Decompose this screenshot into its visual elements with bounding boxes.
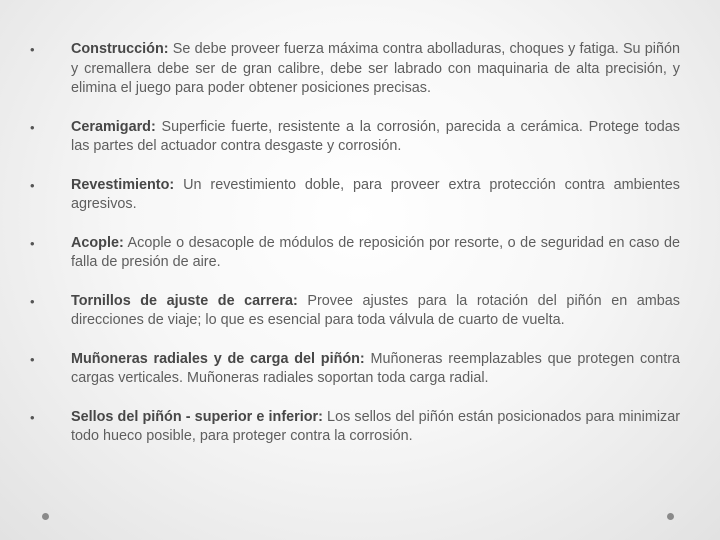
bullet-icon: • <box>30 42 35 57</box>
bullet-icon: • <box>30 235 35 251</box>
item-description: Los sellos del piñón están posicionados para minimizar todo hueco posible, para proteger contra la corrosión. <box>71 408 681 444</box>
item-term: Sellos del piñón - superior e inferior: <box>71 408 323 425</box>
bullet-icon: • <box>30 293 35 309</box>
item-term: Ceramigard: <box>71 118 156 135</box>
bullet-icon: • <box>30 351 35 367</box>
item-description: Acople o desacople de módulos de reposición por resorte, o de seguridad en caso de falla de presión de aire. <box>71 234 680 270</box>
bullet-icon: • <box>30 409 35 425</box>
list-item-construccion <box>30 40 680 99</box>
item-term: Construcción: <box>71 41 169 57</box>
list-item-tornillos <box>30 292 680 331</box>
item-term: Acople: <box>71 234 124 251</box>
item-term: Revestimiento: <box>71 176 175 193</box>
list-item-revestimiento <box>30 176 680 215</box>
item-term: Tornillos de ajuste de carrera: <box>71 292 298 309</box>
list-item-sellos <box>30 408 680 447</box>
item-description: Superficie fuerte, resistente a la corrosión, parecida a cerámica. Protege todas las partes del actuador contra desgaste y corrosión. <box>71 118 680 154</box>
list-item-acople <box>30 234 680 273</box>
item-description: Un revestimiento doble, para proveer extra protección contra ambientes agresivos. <box>71 176 680 212</box>
list-item-ceramigard <box>30 118 680 157</box>
item-description: Se debe proveer fuerza máxima contra abolladuras, choques y fatiga. Su piñón y cremallera debe ser de gran calibre, debe ser labrado con maquinaria de alta precisión, y elimina el juego para poder obtener posiciones precisas. <box>71 41 680 96</box>
item-description: Muñoneras reemplazables que protegen contra cargas verticales. Muñoneras radiales soportan toda carga radial. <box>71 350 680 386</box>
corner-dot-right-icon <box>667 513 674 520</box>
list-item-munoneras <box>30 350 680 389</box>
item-term: Muñoneras radiales y de carga del piñón: <box>71 350 365 367</box>
bullet-icon: • <box>30 177 35 193</box>
item-description: Provee ajustes para la rotación del piñón en ambas direcciones de viaje; lo que es esencial para toda válvula de cuarto de vuelta. <box>71 292 681 328</box>
bullet-icon: • <box>30 119 35 135</box>
corner-dot-left-icon <box>42 513 49 520</box>
bullet-list <box>30 40 680 466</box>
